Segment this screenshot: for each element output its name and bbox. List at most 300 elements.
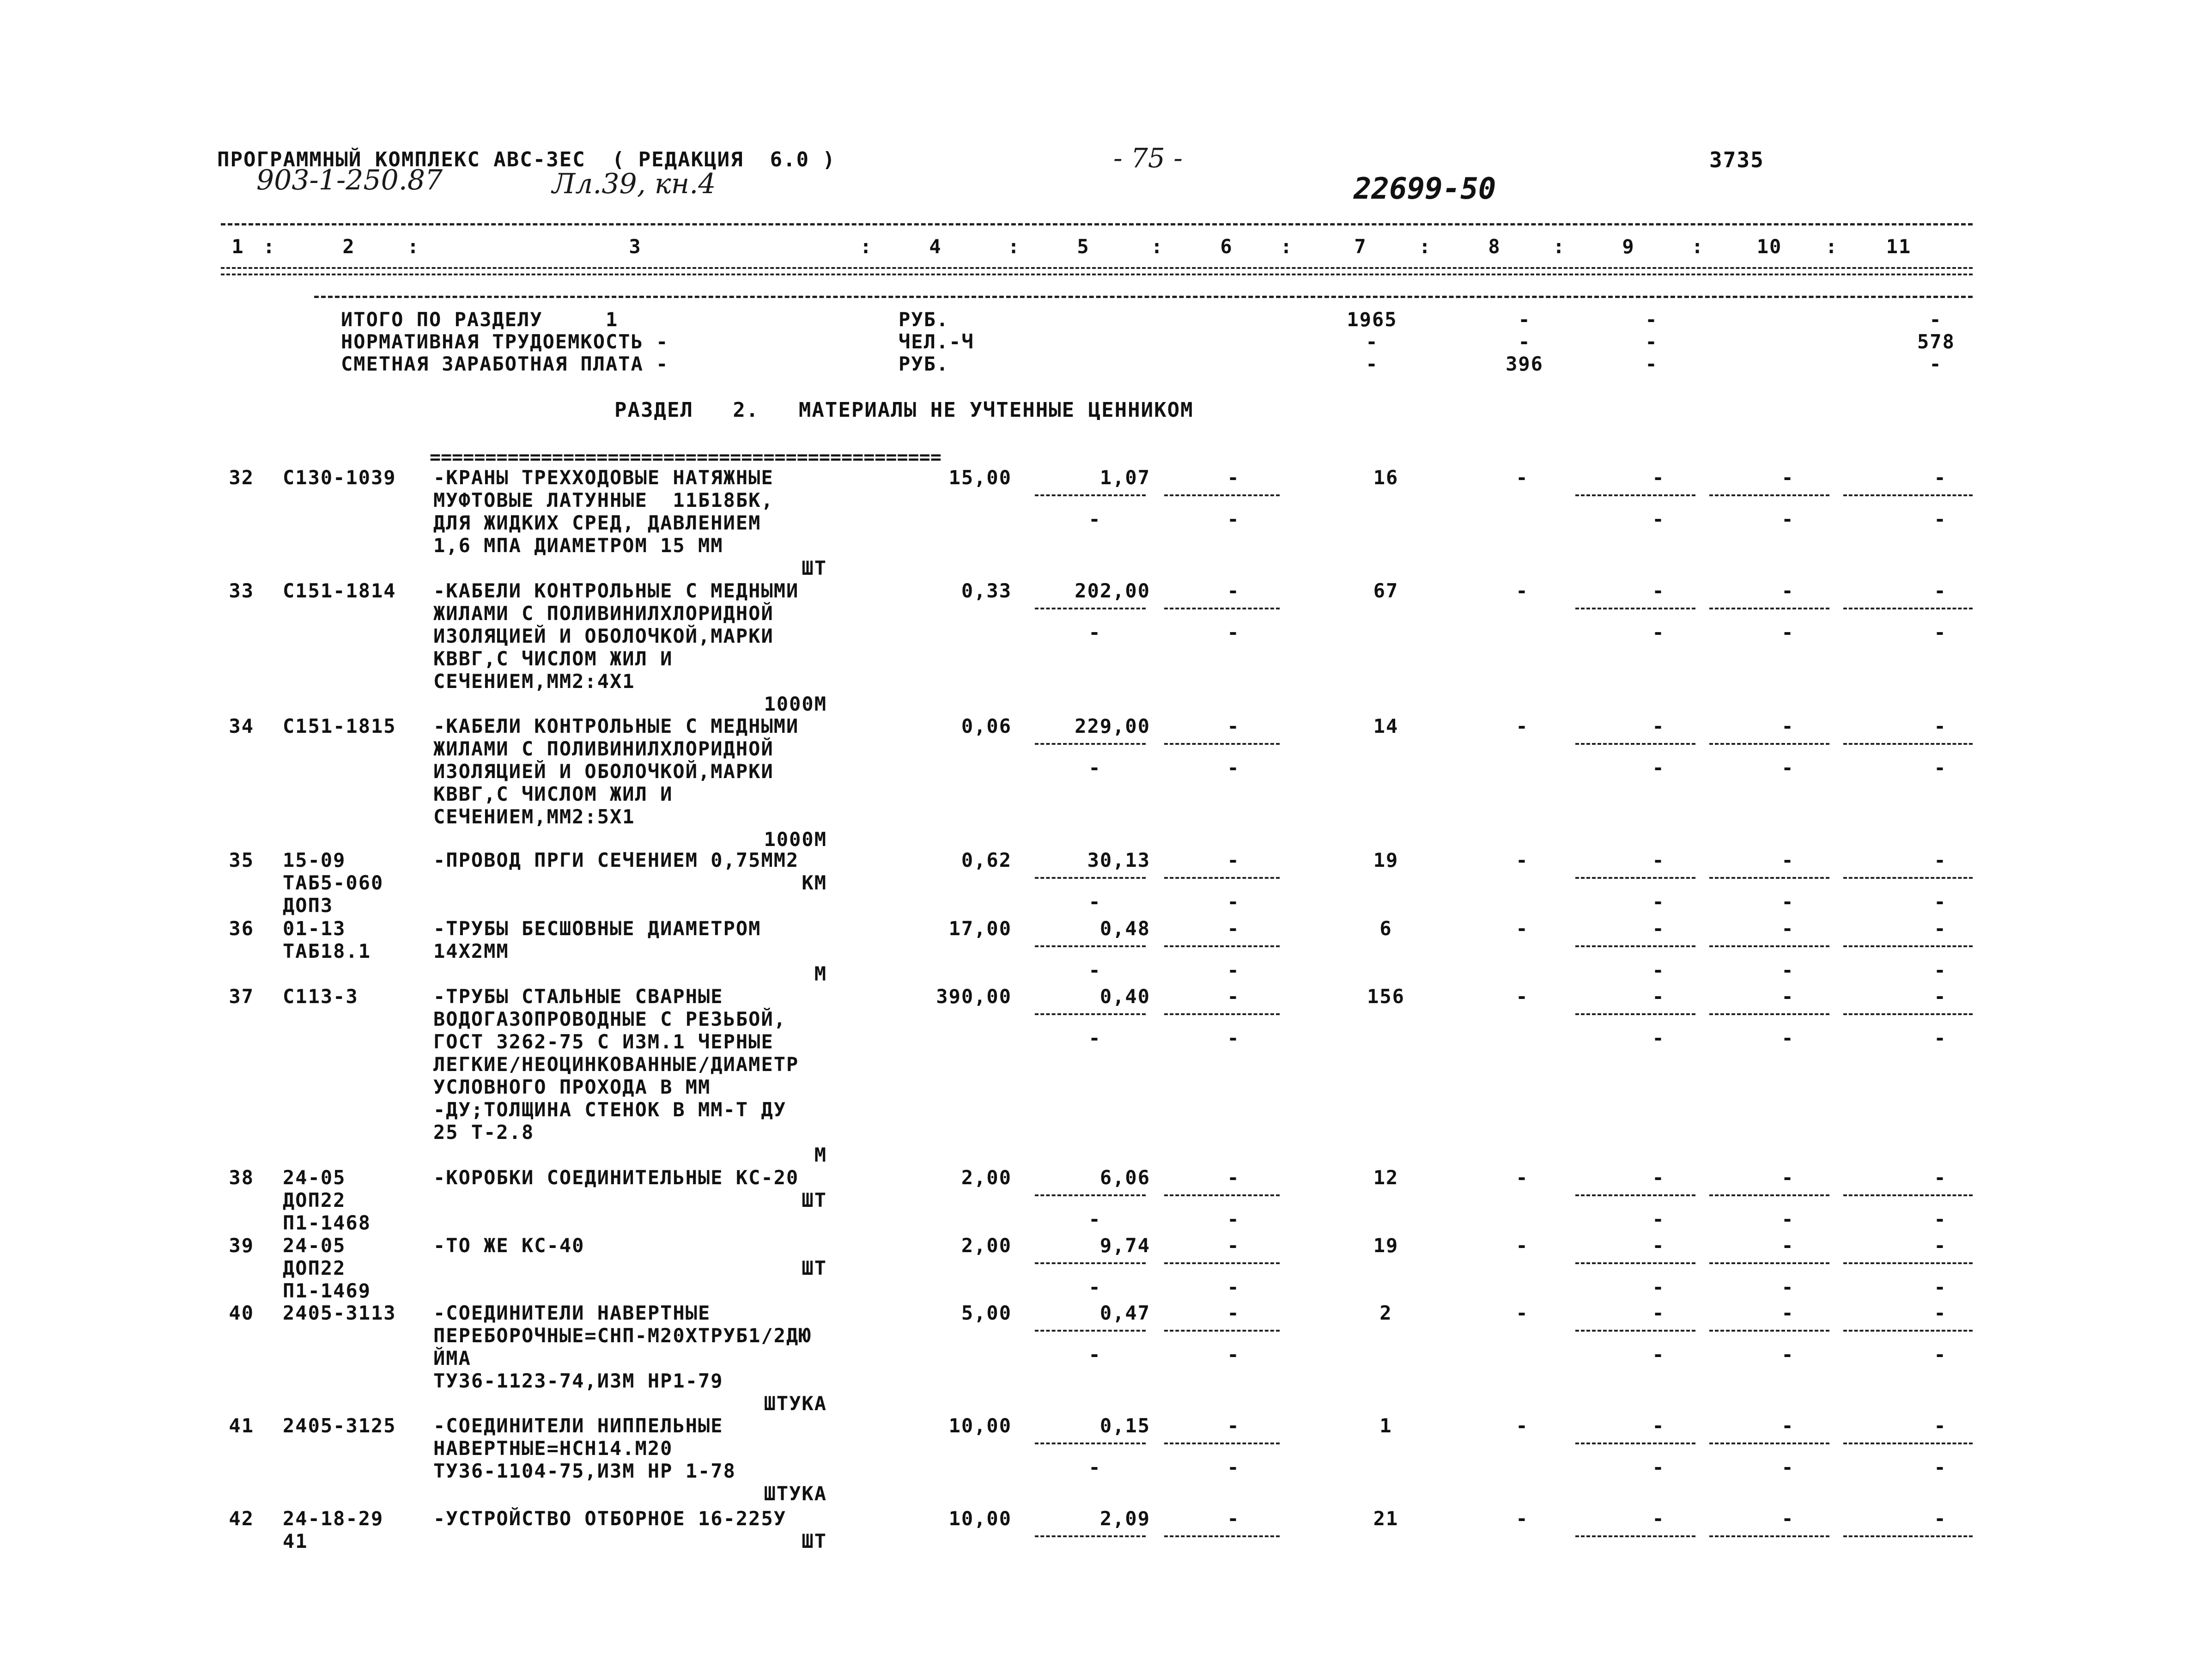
totals-label: ИТОГО ПО РАЗДЕЛУ 1	[341, 308, 619, 331]
item-name-line: -КАБЕЛИ КОНТРОЛЬНЫЕ С МЕДНЫМИ	[433, 715, 799, 737]
c10-separator	[1709, 608, 1829, 609]
item-name-line: -ТРУБЫ БЕСШОВНЫЕ ДИАМЕТРОМ	[433, 917, 761, 940]
item-c11: -	[1934, 579, 1947, 602]
item-code: 2405-3113	[283, 1302, 396, 1324]
item-number: 42	[229, 1507, 254, 1530]
item-c7: 1	[1379, 1414, 1392, 1437]
item-quantity: 17,00	[948, 917, 1012, 940]
item-c11: -	[1934, 715, 1947, 737]
item-lower-mark: -	[1781, 1027, 1794, 1049]
item-code: 24-05	[283, 1166, 346, 1189]
item-c6: -	[1227, 466, 1240, 489]
item-code: П1-1469	[283, 1279, 371, 1302]
item-c11: -	[1934, 466, 1947, 489]
item-lower-mark: -	[1088, 508, 1101, 530]
item-c10: -	[1781, 715, 1794, 737]
item-unit-price: 2,09	[1100, 1507, 1150, 1530]
item-lower-mark: -	[1652, 1276, 1665, 1298]
item-unit-price: 0,48	[1100, 917, 1150, 940]
item-lower-mark: -	[1227, 1456, 1240, 1479]
item-lower-mark: -	[1934, 959, 1947, 981]
item-unit-price: 9,74	[1100, 1234, 1150, 1257]
item-lower-mark: -	[1652, 508, 1665, 530]
item-c10: -	[1781, 1166, 1794, 1189]
item-number: 32	[229, 466, 254, 489]
c9-separator	[1575, 1443, 1695, 1444]
item-unit-price: 229,00	[1075, 715, 1150, 737]
c11-separator	[1843, 608, 1973, 609]
item-c7: 6	[1379, 917, 1392, 940]
item-c9: -	[1652, 1234, 1665, 1257]
c10-separator	[1709, 743, 1829, 745]
item-c9: -	[1652, 466, 1665, 489]
item-c7: 2	[1379, 1302, 1392, 1324]
item-c6: -	[1227, 849, 1240, 871]
item-c8: -	[1516, 1302, 1529, 1324]
section-title-underline: ==============================================	[430, 447, 942, 468]
col-num-9: 9	[1622, 235, 1635, 258]
document-number: 22699-50	[1354, 172, 1496, 206]
item-unit-price: 30,13	[1087, 849, 1150, 871]
item-name-line: ГОСТ 3262-75 С ИЗМ.1 ЧЕРНЫЕ	[433, 1030, 774, 1053]
item-c6: -	[1227, 1414, 1240, 1437]
price-separator	[1035, 743, 1146, 745]
item-c11: -	[1934, 1414, 1947, 1437]
item-lower-mark: -	[1227, 508, 1240, 530]
item-c10: -	[1781, 466, 1794, 489]
item-number: 41	[229, 1414, 254, 1437]
c10-separator	[1709, 1013, 1829, 1015]
item-name-line: -КАБЕЛИ КОНТРОЛЬНЫЕ С МЕДНЫМИ	[433, 579, 799, 602]
item-unit: ШТ	[802, 557, 827, 579]
item-lower-mark: -	[1781, 756, 1794, 779]
item-name-line: ЖИЛАМИ С ПОЛИВИНИЛХЛОРИДНОЙ	[433, 602, 774, 625]
col-num-1: 1	[231, 235, 244, 258]
item-quantity: 390,00	[936, 985, 1012, 1008]
item-name-line: НАВЕРТНЫЕ=НСН14.М20	[433, 1437, 673, 1460]
price-separator	[1035, 1013, 1146, 1015]
item-c8: -	[1516, 466, 1529, 489]
item-c8: -	[1516, 1507, 1529, 1530]
item-code: 15-09	[283, 849, 346, 871]
totals-c7: 1965	[1347, 308, 1397, 331]
item-unit-price: 0,15	[1100, 1414, 1150, 1437]
item-name-line: ЙМА	[433, 1347, 471, 1370]
item-name-line: -ТРУБЫ СТАЛЬНЫЕ СВАРНЫЕ	[433, 985, 723, 1008]
item-c7: 16	[1373, 466, 1399, 489]
header-double-rule	[221, 267, 1973, 275]
item-code: 41	[283, 1530, 308, 1552]
c6-separator	[1164, 1262, 1280, 1264]
item-lower-mark: -	[1088, 621, 1101, 644]
c9-separator	[1575, 743, 1695, 745]
item-c10: -	[1781, 1302, 1794, 1324]
item-code: ТАБ18.1	[283, 940, 371, 962]
item-c6: -	[1227, 1507, 1240, 1530]
col-sep: :	[1825, 235, 1838, 258]
item-c11: -	[1934, 985, 1947, 1008]
item-code: 24-18-29	[283, 1507, 384, 1530]
c9-separator	[1575, 1330, 1695, 1332]
c11-separator	[1843, 1535, 1973, 1537]
item-quantity: 2,00	[961, 1234, 1012, 1257]
item-unit: ШТ	[802, 1530, 827, 1552]
price-separator	[1035, 877, 1146, 879]
item-quantity: 15,00	[948, 466, 1012, 489]
item-lower-mark: -	[1781, 1276, 1794, 1298]
labor-c8: -	[1518, 330, 1531, 353]
item-lower-mark: -	[1227, 1343, 1240, 1366]
labor-c11: 578	[1917, 330, 1955, 353]
item-lower-mark: -	[1781, 890, 1794, 913]
price-separator	[1035, 494, 1146, 496]
item-code: С151-1815	[283, 715, 396, 737]
item-c11: -	[1934, 1166, 1947, 1189]
c9-separator	[1575, 494, 1695, 496]
item-c6: -	[1227, 1302, 1240, 1324]
c9-separator	[1575, 608, 1695, 609]
item-name-line: -КОРОБКИ СОЕДИНИТЕЛЬНЫЕ КС-20	[433, 1166, 799, 1189]
item-lower-mark: -	[1781, 959, 1794, 981]
price-separator	[1035, 1262, 1146, 1264]
item-lower-mark: -	[1088, 1208, 1101, 1230]
wage-label: СМЕТНАЯ ЗАРАБОТНАЯ ПЛАТА -	[341, 353, 669, 375]
labor-c9: -	[1645, 330, 1658, 353]
item-quantity: 0,62	[961, 849, 1012, 871]
item-name-line: УСЛОВНОГО ПРОХОДА В ММ	[433, 1076, 711, 1098]
col-sep: :	[1419, 235, 1432, 258]
item-code: С130-1039	[283, 466, 396, 489]
item-code: 2405-3125	[283, 1414, 396, 1437]
item-quantity: 10,00	[948, 1507, 1012, 1530]
c10-separator	[1709, 1443, 1829, 1444]
c9-separator	[1575, 1013, 1695, 1015]
item-name-line: ИЗОЛЯЦИЕЙ И ОБОЛОЧКОЙ,МАРКИ	[433, 760, 774, 783]
item-lower-mark: -	[1934, 1456, 1947, 1479]
item-lower-mark: -	[1781, 1208, 1794, 1230]
item-code: ТАБ5-060	[283, 871, 384, 894]
item-number: 39	[229, 1234, 254, 1257]
item-unit: КМ	[802, 871, 827, 894]
item-unit: ШТУКА	[764, 1392, 827, 1415]
item-code: П1-1468	[283, 1211, 371, 1234]
totals-unit: РУБ.	[899, 308, 949, 331]
item-lower-mark: -	[1934, 890, 1947, 913]
item-c8: -	[1516, 579, 1529, 602]
item-c11: -	[1934, 1234, 1947, 1257]
item-code: ДОП22	[283, 1189, 346, 1211]
item-number: 37	[229, 985, 254, 1008]
item-c11: -	[1934, 849, 1947, 871]
totals-c8: -	[1518, 308, 1531, 331]
handwritten-sheet-reference: Лл.39, кн.4	[552, 168, 716, 200]
item-name-line: ЖИЛАМИ С ПОЛИВИНИЛХЛОРИДНОЙ	[433, 737, 774, 760]
item-number: 38	[229, 1166, 254, 1189]
item-code: 24-05	[283, 1234, 346, 1257]
item-c8: -	[1516, 1414, 1529, 1437]
wage-c11: -	[1929, 353, 1942, 375]
col-sep: :	[1008, 235, 1021, 258]
item-c7: 19	[1373, 849, 1399, 871]
c11-separator	[1843, 1330, 1973, 1332]
item-lower-mark: -	[1781, 621, 1794, 644]
item-name-line: КВВГ,С ЧИСЛОМ ЖИЛ И	[433, 647, 673, 670]
item-c9: -	[1652, 1302, 1665, 1324]
c6-separator	[1164, 494, 1280, 496]
item-name-line: -КРАНЫ ТРЕХХОДОВЫЕ НАТЯЖНЫЕ	[433, 466, 774, 489]
item-code: ДОП22	[283, 1257, 346, 1279]
item-number: 40	[229, 1302, 254, 1324]
item-number: 34	[229, 715, 254, 737]
item-lower-mark: -	[1781, 1343, 1794, 1366]
c6-separator	[1164, 1443, 1280, 1444]
labor-c7: -	[1366, 330, 1379, 353]
c6-separator	[1164, 877, 1280, 879]
item-c6: -	[1227, 917, 1240, 940]
item-c8: -	[1516, 1166, 1529, 1189]
col-num-10: 10	[1756, 235, 1782, 258]
totals-c9: -	[1645, 308, 1658, 331]
item-lower-mark: -	[1934, 508, 1947, 530]
item-name-line: -ДУ;ТОЛЩИНА СТЕНОК В ММ-Т ДУ	[433, 1098, 787, 1121]
item-unit: М	[814, 1144, 827, 1166]
item-name-line: -СОЕДИНИТЕЛИ НИППЕЛЬНЫЕ	[433, 1414, 723, 1437]
col-num-3: 3	[629, 235, 642, 258]
item-c11: -	[1934, 1507, 1947, 1530]
item-c9: -	[1652, 1166, 1665, 1189]
item-c11: -	[1934, 917, 1947, 940]
item-c6: -	[1227, 579, 1240, 602]
item-lower-mark: -	[1652, 959, 1665, 981]
c10-separator	[1709, 945, 1829, 947]
c9-separator	[1575, 945, 1695, 947]
item-lower-mark: -	[1227, 1276, 1240, 1298]
item-unit-price: 0,47	[1100, 1302, 1150, 1324]
item-c7: 21	[1373, 1507, 1399, 1530]
handwritten-project-number: 903-1-250.87	[256, 164, 443, 196]
item-unit-price: 6,06	[1100, 1166, 1150, 1189]
wage-c7: -	[1366, 353, 1379, 375]
item-c8: -	[1516, 849, 1529, 871]
item-c9: -	[1652, 1507, 1665, 1530]
price-separator	[1035, 1535, 1146, 1537]
item-name-line: -УСТРОЙСТВО ОТБОРНОЕ 16-225У	[433, 1507, 787, 1530]
item-lower-mark: -	[1088, 890, 1101, 913]
item-unit: ШТ	[802, 1189, 827, 1211]
page-number: - 75 -	[1113, 142, 1183, 174]
col-num-5: 5	[1077, 235, 1090, 258]
totals-c11: -	[1929, 308, 1942, 331]
c11-separator	[1843, 877, 1973, 879]
item-unit: ШТ	[802, 1257, 827, 1279]
c11-separator	[1843, 1194, 1973, 1196]
item-quantity: 5,00	[961, 1302, 1012, 1324]
item-lower-mark: -	[1652, 1343, 1665, 1366]
c10-separator	[1709, 877, 1829, 879]
item-lower-mark: -	[1227, 621, 1240, 644]
item-c9: -	[1652, 1414, 1665, 1437]
item-c9: -	[1652, 579, 1665, 602]
item-name-line: ДЛЯ ЖИДКИХ СРЕД, ДАВЛЕНИЕМ	[433, 511, 761, 534]
item-c10: -	[1781, 849, 1794, 871]
item-number: 36	[229, 917, 254, 940]
item-c7: 67	[1373, 579, 1399, 602]
item-code: ДОП3	[283, 894, 334, 917]
item-lower-mark: -	[1088, 1343, 1101, 1366]
item-lower-mark: -	[1088, 756, 1101, 779]
item-name-line: ИЗОЛЯЦИЕЙ И ОБОЛОЧКОЙ,МАРКИ	[433, 625, 774, 647]
wage-unit: РУБ.	[899, 353, 949, 375]
item-c10: -	[1781, 985, 1794, 1008]
top-rule	[221, 223, 1973, 225]
col-num-11: 11	[1886, 235, 1912, 258]
c6-separator	[1164, 608, 1280, 609]
item-name-line: 1,6 МПА ДИАМЕТРОМ 15 ММ	[433, 534, 723, 557]
item-lower-mark: -	[1781, 508, 1794, 530]
item-lower-mark: -	[1088, 1027, 1101, 1049]
item-lower-mark: -	[1934, 1208, 1947, 1230]
col-sep: :	[1553, 235, 1566, 258]
c9-separator	[1575, 877, 1695, 879]
c11-separator	[1843, 945, 1973, 947]
item-c11: -	[1934, 1302, 1947, 1324]
item-lower-mark: -	[1227, 756, 1240, 779]
c11-separator	[1843, 743, 1973, 745]
item-lower-mark: -	[1227, 959, 1240, 981]
item-lower-mark: -	[1934, 1027, 1947, 1049]
c6-separator	[1164, 945, 1280, 947]
item-name-line: 25 Т-2.8	[433, 1121, 535, 1144]
item-unit-price: 1,07	[1100, 466, 1150, 489]
item-lower-mark: -	[1652, 756, 1665, 779]
item-unit: М	[814, 962, 827, 985]
c11-separator	[1843, 1443, 1973, 1444]
item-unit: ШТУКА	[764, 1482, 827, 1505]
item-code: 01-13	[283, 917, 346, 940]
program-line: ПРОГРАММНЫЙ КОМПЛЕКС АВС-3ЕС ( РЕДАКЦИЯ 6.0 )	[217, 148, 836, 171]
item-quantity: 10,00	[948, 1414, 1012, 1437]
item-c7: 14	[1373, 715, 1399, 737]
price-separator	[1035, 945, 1146, 947]
c6-separator	[1164, 1013, 1280, 1015]
col-num-7: 7	[1354, 235, 1367, 258]
c6-separator	[1164, 743, 1280, 745]
item-name-line: ВОДОГАЗОПРОВОДНЫЕ С РЕЗЬБОЙ,	[433, 1008, 787, 1030]
item-lower-mark: -	[1934, 1343, 1947, 1366]
price-separator	[1035, 1330, 1146, 1332]
item-lower-mark: -	[1781, 1456, 1794, 1479]
col-num-8: 8	[1488, 235, 1501, 258]
item-name-line: ПЕРЕБОРОЧНЫЕ=СНП-М20ХТРУБ1/2ДЮ	[433, 1324, 812, 1347]
item-quantity: 0,33	[961, 579, 1012, 602]
c10-separator	[1709, 1535, 1829, 1537]
col-num-6: 6	[1220, 235, 1233, 258]
item-unit-price: 202,00	[1075, 579, 1150, 602]
item-number: 33	[229, 579, 254, 602]
item-unit: 1000М	[764, 693, 827, 715]
item-quantity: 2,00	[961, 1166, 1012, 1189]
c10-separator	[1709, 1262, 1829, 1264]
item-name-line: МУФТОВЫЕ ЛАТУННЫЕ 11Б18БК,	[433, 489, 774, 511]
c9-separator	[1575, 1535, 1695, 1537]
price-separator	[1035, 1194, 1146, 1196]
col-sep: :	[407, 235, 420, 258]
item-quantity: 0,06	[961, 715, 1012, 737]
item-c6: -	[1227, 715, 1240, 737]
item-name-line: КВВГ,С ЧИСЛОМ ЖИЛ И	[433, 783, 673, 805]
item-c6: -	[1227, 1234, 1240, 1257]
item-lower-mark: -	[1088, 1276, 1101, 1298]
col-sep: :	[1280, 235, 1293, 258]
c11-separator	[1843, 494, 1973, 496]
col-num-4: 4	[929, 235, 942, 258]
item-c10: -	[1781, 579, 1794, 602]
item-name-line: СЕЧЕНИЕМ,ММ2:5Х1	[433, 805, 635, 828]
item-name-line: -ПРОВОД ПРГИ СЕЧЕНИЕМ 0,75ММ2	[433, 849, 799, 871]
c10-separator	[1709, 494, 1829, 496]
item-c6: -	[1227, 1166, 1240, 1189]
item-c7: 12	[1373, 1166, 1399, 1189]
c9-separator	[1575, 1262, 1695, 1264]
item-lower-mark: -	[1227, 1027, 1240, 1049]
item-lower-mark: -	[1227, 1208, 1240, 1230]
item-c9: -	[1652, 715, 1665, 737]
totals-top-rule	[314, 296, 1973, 298]
col-sep: :	[1691, 235, 1704, 258]
price-separator	[1035, 608, 1146, 609]
item-lower-mark: -	[1652, 1208, 1665, 1230]
c11-separator	[1843, 1013, 1973, 1015]
item-name-line: -СОЕДИНИТЕЛИ НАВЕРТНЫЕ	[433, 1302, 711, 1324]
item-lower-mark: -	[1088, 1456, 1101, 1479]
item-c10: -	[1781, 1507, 1794, 1530]
c11-separator	[1843, 1262, 1973, 1264]
item-name-line: ЛЕГКИЕ/НЕОЦИНКОВАННЫЕ/ДИАМЕТР	[433, 1053, 799, 1076]
item-c9: -	[1652, 917, 1665, 940]
item-c7: 19	[1373, 1234, 1399, 1257]
col-sep: :	[1151, 235, 1164, 258]
item-lower-mark: -	[1934, 621, 1947, 644]
item-c8: -	[1516, 715, 1529, 737]
section-title: РАЗДЕЛ 2. МАТЕРИАЛЫ НЕ УЧТЕННЫЕ ЦЕННИКОМ	[614, 398, 1194, 422]
item-lower-mark: -	[1652, 1027, 1665, 1049]
col-sep: :	[263, 235, 276, 258]
item-c8: -	[1516, 985, 1529, 1008]
c10-separator	[1709, 1194, 1829, 1196]
item-c9: -	[1652, 849, 1665, 871]
wage-c9: -	[1645, 353, 1658, 375]
item-c7: 156	[1367, 985, 1405, 1008]
item-unit: 1000М	[764, 828, 827, 851]
corner-number: 3735	[1709, 147, 1764, 172]
item-c6: -	[1227, 985, 1240, 1008]
labor-label: НОРМАТИВНАЯ ТРУДОЕМКОСТЬ -	[341, 330, 669, 353]
item-lower-mark: -	[1652, 1456, 1665, 1479]
item-lower-mark: -	[1227, 890, 1240, 913]
item-name-line: -ТО ЖЕ КС-40	[433, 1234, 585, 1257]
c6-separator	[1164, 1535, 1280, 1537]
c6-separator	[1164, 1330, 1280, 1332]
c6-separator	[1164, 1194, 1280, 1196]
item-code: С113-3	[283, 985, 358, 1008]
item-name-line: ТУ36-1123-74,ИЗМ НР1-79	[433, 1370, 723, 1392]
item-c8: -	[1516, 1234, 1529, 1257]
item-c10: -	[1781, 1414, 1794, 1437]
item-name-line: ТУ36-1104-75,ИЗМ НР 1-78	[433, 1460, 736, 1482]
item-lower-mark: -	[1088, 959, 1101, 981]
item-c8: -	[1516, 917, 1529, 940]
item-name-line: 14Х2ММ	[433, 940, 509, 962]
